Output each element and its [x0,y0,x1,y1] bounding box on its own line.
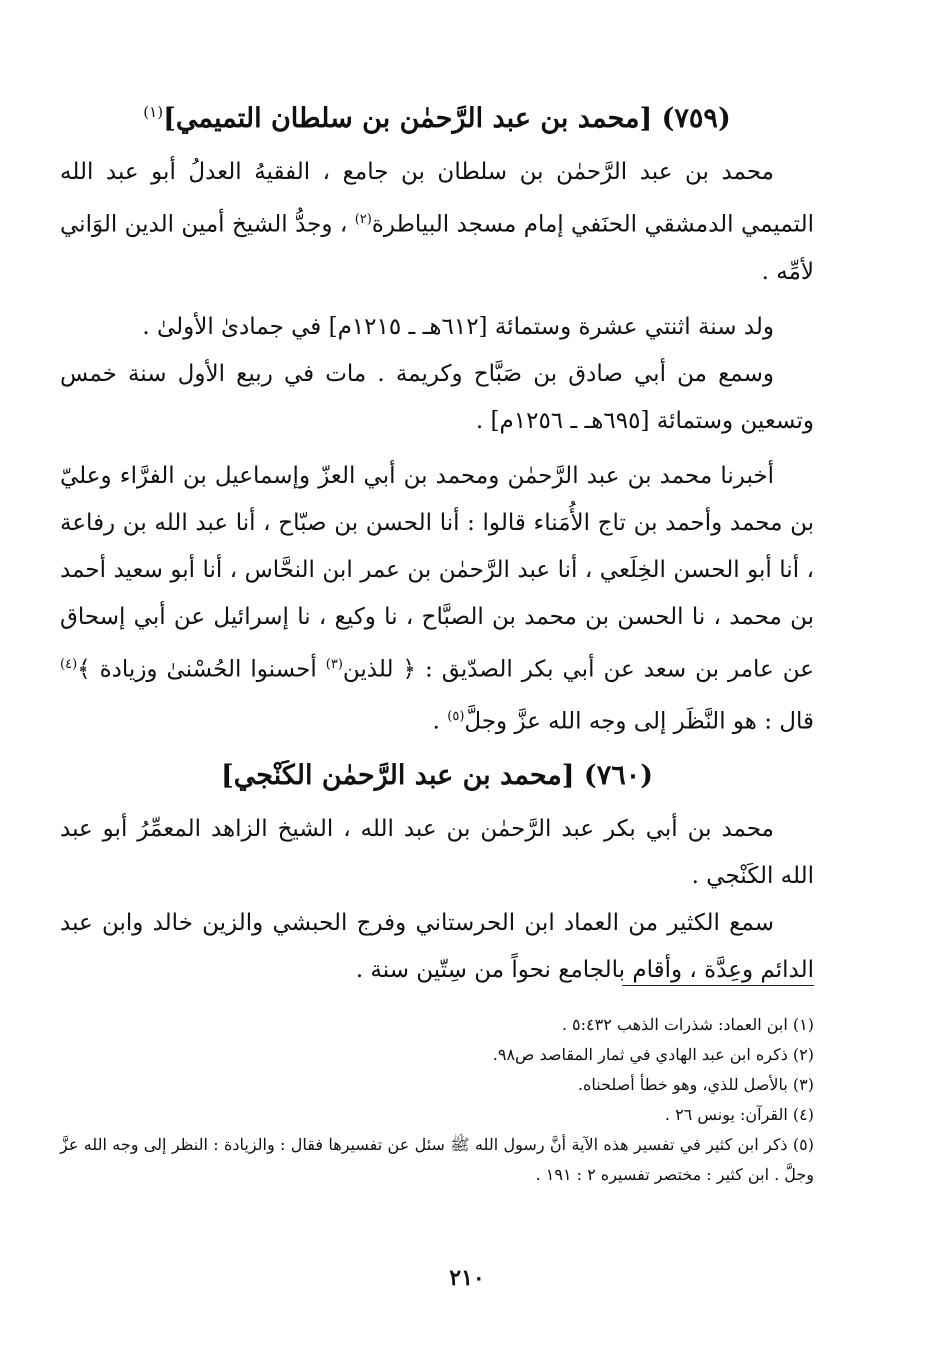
footnote-divider [622,985,814,986]
entry-760-paragraph-1: محمد بن أبي بكر عبد الرَّحمٰن بن عبد الله ، الشيخ الزاهد المعمِّرُ أبو عبد الله الكَنْجي . [60,815,814,889]
main-text [60,90,814,994]
entry-760-paragraph-2: سمع الكثير من العماد ابن الحرستاني وفرج الحبشي والزين خالد وابن عبد الدائم وعِدَّة ، وأقام بالجامع نحواً من سِتّين سنة . [60,909,814,983]
entry-759-p4-a: أخبرنا محمد بن عبد الرَّحمٰن ومحمد بن أبي العزّ وإسماعيل بن الفرَّاء وعليّ بن محمد وأحمد بن تاج الأُمَناء قالوا : أنا الحسن بن صبّاح ، أنا عبد الله بن رفاعة ، أنا أبو الحسن الخِلَعي ، أنا عبد الرَّحمٰن بن عمر ابن النحَّاس ، أنا أبو سعيد أحمد بن محمد ، نا الحسن بن محمد بن الصبَّاح ، نا وكيع ، نا إسرائيل عن أبي إسحاق عن عامر بن سعد عن أبي بكر الصدّيق : ﴿ للذين [60,462,815,683]
entry-760-title: (٧٦٠) [محمد بن عبد الرَّحمٰن الكَنْجي] [221,759,653,791]
entry-759-title [60,90,814,141]
entry-759-paragraph-1 [60,149,814,296]
footnote-ref-1: (١) [143,103,164,121]
footnote-5: (٥) ذكر ابن كثير في تفسير هذه الآية أنَّ رسول الله ﷺ سئل عن تفسيرها فقال : والزيادة : النظر إلى وجه الله عزَّ وجلَّ . ابن كثير : مختصر تفسيره ٢ : ١٩١ . [60,1135,814,1184]
entry-759-paragraph-3: وسمع من أبي صادق بن صَبَّاح وكريمة . مات في ربيع الأول سنة خمس وتسعين وستمائة [٦٩٥هـ ـ ١٢٥٦م] . [60,360,814,434]
footnote-2: (٢) ذكره ابن عبد الهادي في ثمار المقاصد ص٩٨. [492,1045,814,1064]
footnote-ref-3: (٣) [325,656,343,672]
entry-759-p4-c: قال : هو النَّظَر إلى وجه الله عزَّ وجلَّ [464,708,814,735]
footnotes [60,1010,814,1190]
entry-759-p4-b: أحسنوا الحُسْنىٰ وزيادة ﴾ [77,656,326,683]
footnote-ref-5: (٥) [447,709,465,725]
footnote-4: (٤) القرآن: يونس ٢٦ . [664,1105,814,1124]
entry-759-p1-text: محمد بن عبد الرَّحمٰن بن سلطان بن جامع ، الفقيهُ العدلُ أبو عبد الله التميمي الدمشقي الحنَفي إمام مسجد البياطرة [60,159,814,238]
page-number: ٢١٠ [449,1265,485,1291]
entry-759-p1-end: ، وجدُّ الشيخ أمين الدين الوَاني لأمِّه . [60,211,814,285]
footnote-ref-4: (٤) [60,656,78,672]
footnote-ref-2: (٢) [354,212,372,227]
footnote-3: (٣) بالأصل للذي، وهو خطأ أصلحناه. [577,1075,814,1094]
entry-759-p4-d: . [432,708,448,735]
entry-759-paragraph-2: ولد سنة اثنتي عشرة وستمائة [٦١٢هـ ـ ١٢١٥م] في جمادىٰ الأولىٰ . [142,313,774,340]
entry-759-paragraph-4 [60,453,814,746]
footnote-1: (١) ابن العماد: شذرات الذهب ٥:٤٣٢ . [561,1015,814,1034]
entry-759-title-text: (٧٥٩) [محمد بن عبد الرَّحمٰن بن سلطان التميمي] [163,103,731,134]
